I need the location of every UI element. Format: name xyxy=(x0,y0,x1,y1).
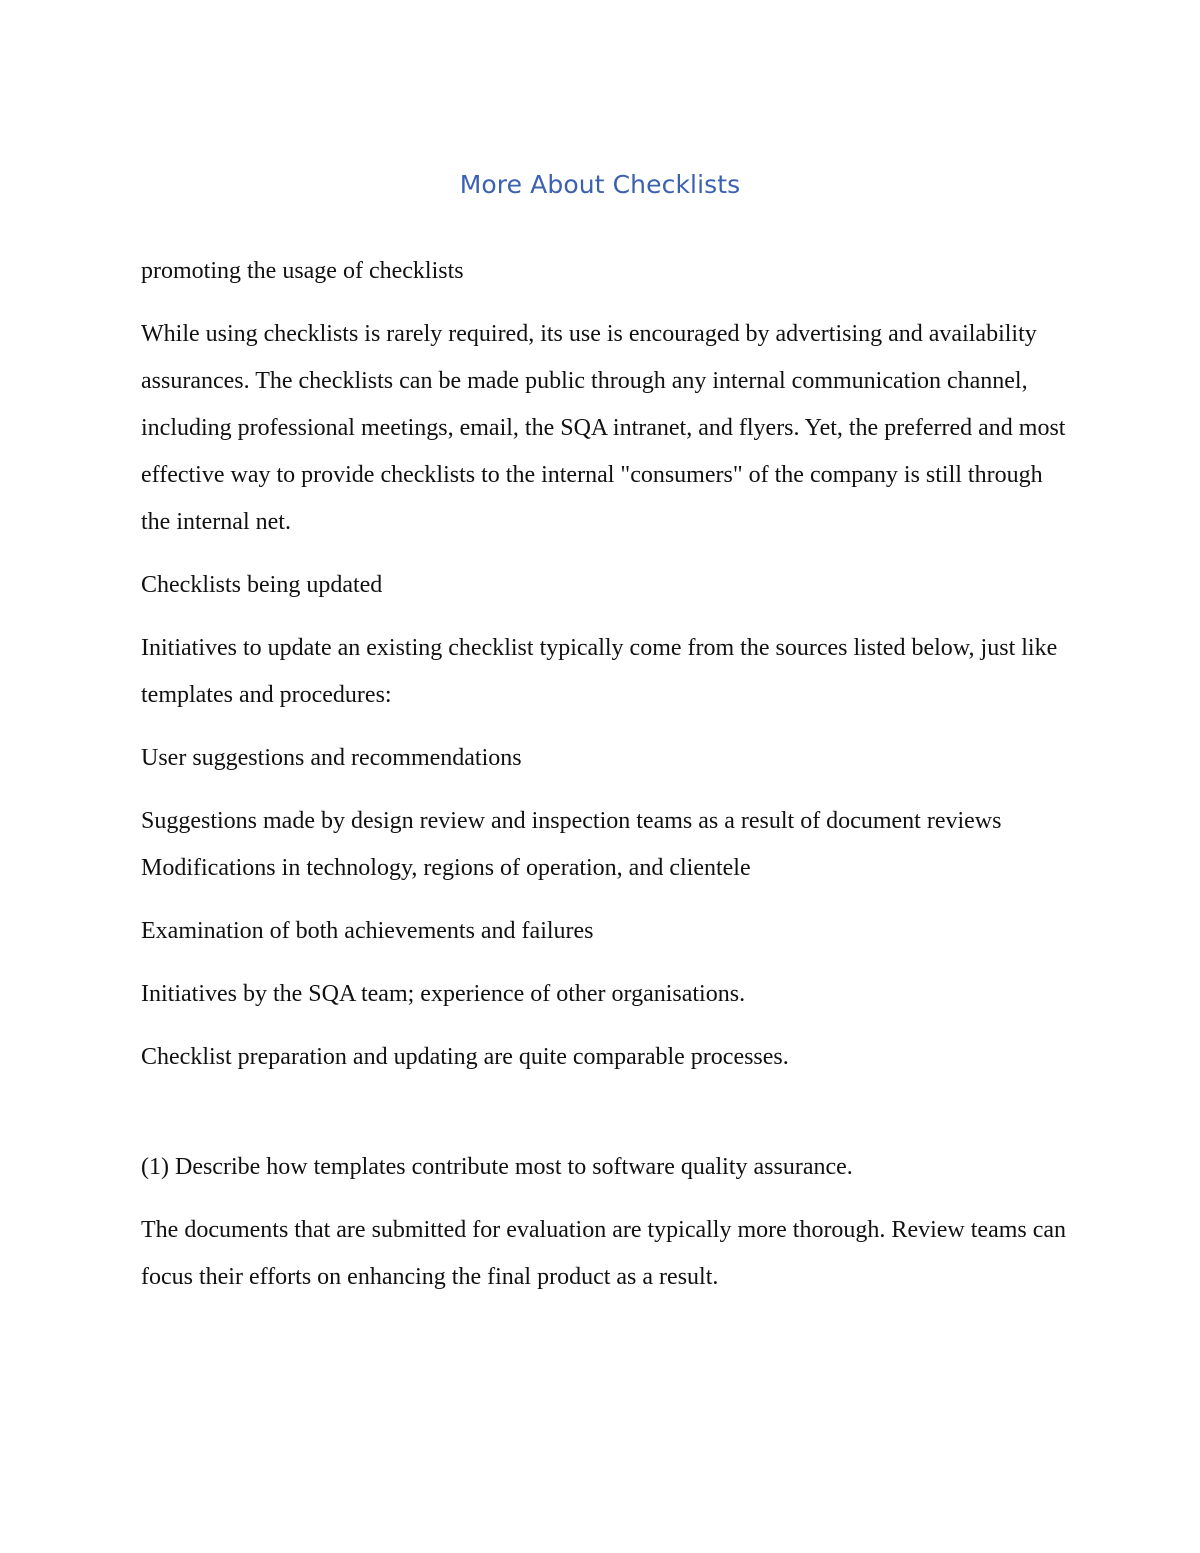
paragraph-sqa-initiatives: Initiatives by the SQA team; experience of other organisations. xyxy=(141,981,746,1007)
paragraph-user-suggestions: User suggestions and recommendations xyxy=(141,745,522,771)
document-title: More About Checklists xyxy=(459,170,741,199)
paragraph-question-1: (1) Describe how templates contribute most to software quality assurance. xyxy=(141,1154,853,1180)
paragraph-review-suggestions: Suggestions made by design review and inspection teams as a result of document reviews Modifications in technology, regions of operation, and clientele xyxy=(141,808,1002,881)
paragraph-update-initiatives: Initiatives to update an existing checklist typically come from the sources listed below, just like templates and procedures: xyxy=(141,635,1058,708)
paragraph-answer-1: The documents that are submitted for evaluation are typically more thorough. Review teams can focus their efforts on enhancing the final product as a result. xyxy=(141,1217,1067,1290)
paragraph-section-heading-promoting: promoting the usage of checklists xyxy=(141,258,464,284)
paragraph-comparable-processes: Checklist preparation and updating are quite comparable processes. xyxy=(141,1044,789,1070)
paragraph-section-heading-updating: Checklists being updated xyxy=(141,572,383,598)
paragraph-examination: Examination of both achievements and failures xyxy=(141,918,594,944)
document-body xyxy=(141,248,1071,1317)
paragraph-promotion-details: While using checklists is rarely required, its use is encouraged by advertising and availability assurances. The checklists can be made public through any internal communication channel, including professional meetings, email, the SQA intranet, and flyers. Yet, the preferred and most effective way to provide checklists to the internal "consumers" of the company is still through the internal net. xyxy=(141,321,1066,535)
